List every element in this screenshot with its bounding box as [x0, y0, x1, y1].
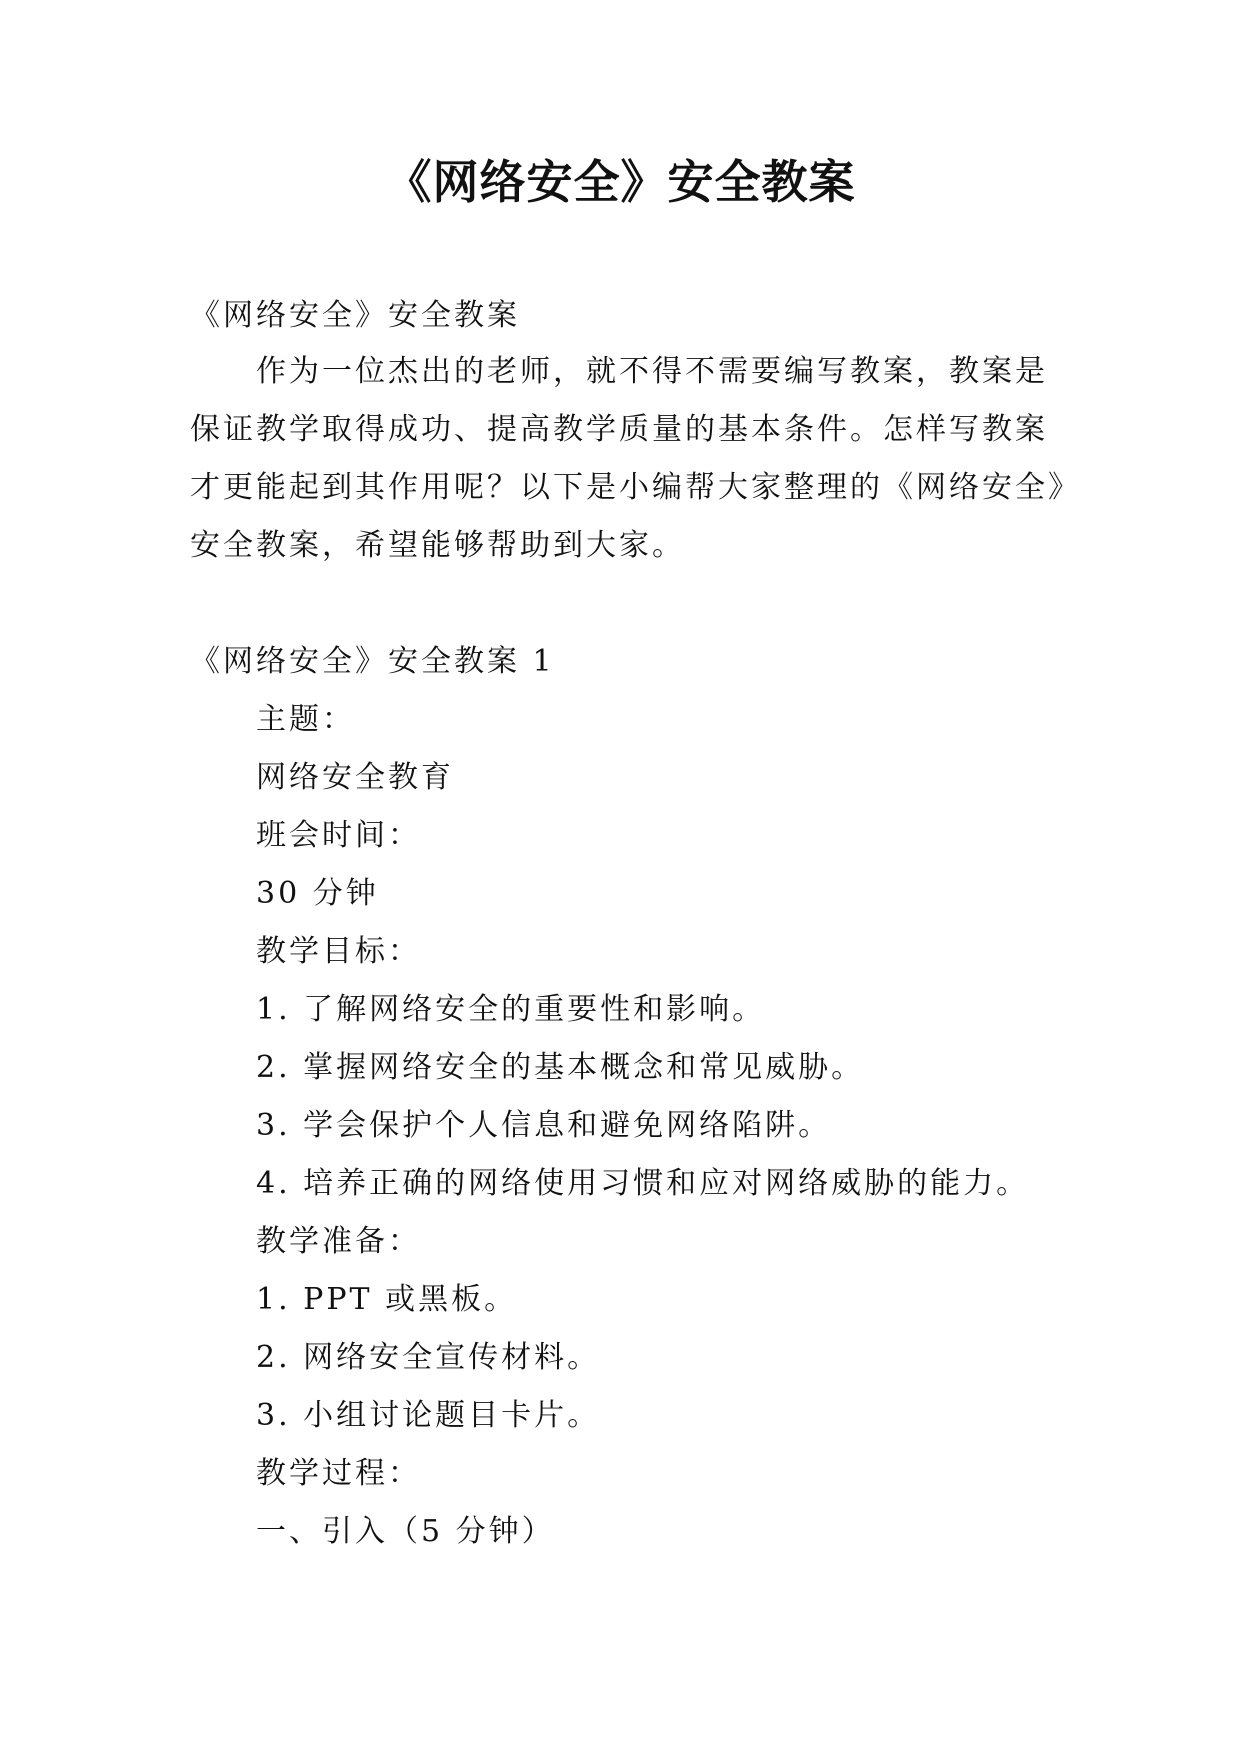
list-item: 3. 学会保护个人信息和避免网络陷阱。 — [256, 1108, 832, 1143]
list-item: 4. 培养正确的网络使用习惯和应对网络威胁的能力。 — [256, 1166, 1030, 1201]
intro-line: 安全教案，希望能够帮助到大家。 — [190, 528, 685, 563]
list-item: 1. PPT 或黑板。 — [256, 1282, 518, 1317]
body-line: 教学目标： — [256, 934, 421, 969]
intro-line: 保证教学取得成功、提高教学质量的基本条件。怎样写教案 — [190, 412, 1048, 447]
list-item: 2. 网络安全宣传材料。 — [256, 1340, 601, 1375]
body-line: 30 分钟 — [256, 876, 379, 911]
intro-line: 作为一位杰出的老师，就不得不需要编写教案，教案是 — [256, 354, 1048, 389]
list-item: 1. 了解网络安全的重要性和影响。 — [256, 992, 766, 1027]
intro-line: 才更能起到其作用呢？以下是小编帮大家整理的《网络安全》 — [190, 470, 1081, 505]
document-title: 《网络安全》安全教案 — [385, 155, 856, 209]
body-line: 主题： — [256, 702, 355, 737]
body-line: 网络安全教育 — [256, 760, 454, 795]
body-line: 一、引入（5 分钟） — [256, 1514, 555, 1549]
section-heading: 《网络安全》安全教案 1 — [190, 644, 555, 679]
document-subtitle: 《网络安全》安全教案 — [190, 298, 520, 333]
body-line: 教学过程： — [256, 1456, 421, 1491]
body-line: 班会时间： — [256, 818, 421, 853]
list-item: 2. 掌握网络安全的基本概念和常见威胁。 — [256, 1050, 865, 1085]
list-item: 3. 小组讨论题目卡片。 — [256, 1398, 601, 1433]
body-line: 教学准备： — [256, 1224, 421, 1259]
